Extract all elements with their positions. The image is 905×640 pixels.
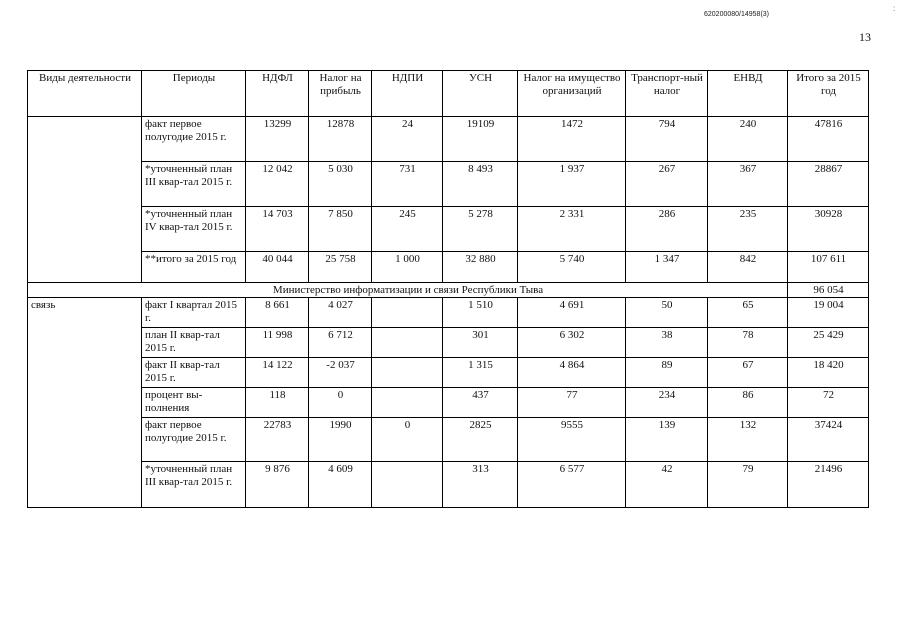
envd-cell: 78 [708,328,788,358]
table-row [28,358,869,388]
ndpi-cell [372,462,443,508]
ndfl-cell: 118 [246,388,309,418]
table-row [28,418,869,462]
period-cell: *уточненный план III квар-тал 2015 г. [142,462,246,508]
transport-tax-cell: 286 [626,207,708,252]
header-ndpi: НДПИ [372,71,443,117]
header-envd: ЕНВД [708,71,788,117]
total-cell: 37424 [788,418,869,462]
property-tax-cell: 6 577 [518,462,626,508]
envd-cell: 235 [708,207,788,252]
property-tax-cell: 2 331 [518,207,626,252]
total-cell: 107 611 [788,252,869,283]
profit-tax-cell: 4 609 [309,462,372,508]
ministry-name: Министерство информатизации и связи Республики Тыва [28,283,788,298]
table-row [28,252,869,283]
table-row [28,328,869,358]
ndpi-cell: 1 000 [372,252,443,283]
usn-cell: 313 [443,462,518,508]
period-cell: *уточненный план III квар-тал 2015 г. [142,162,246,207]
ndpi-cell [372,298,443,328]
property-tax-cell: 1 937 [518,162,626,207]
tax-table [27,70,869,508]
usn-cell: 19109 [443,117,518,162]
transport-tax-cell: 234 [626,388,708,418]
transport-tax-cell: 267 [626,162,708,207]
transport-tax-cell: 38 [626,328,708,358]
profit-tax-cell: 7 850 [309,207,372,252]
ndpi-cell: 731 [372,162,443,207]
table-row [28,462,869,508]
period-cell: **итого за 2015 год [142,252,246,283]
header-row [28,71,869,117]
property-tax-cell: 9555 [518,418,626,462]
table-row [28,162,869,207]
transport-tax-cell: 89 [626,358,708,388]
ndfl-cell: 12 042 [246,162,309,207]
header-profit-tax: Налог на прибыль [309,71,372,117]
period-cell: факт II квар-тал 2015 г. [142,358,246,388]
ndpi-cell: 245 [372,207,443,252]
table-row [28,388,869,418]
header-total: Итого за 2015 год [788,71,869,117]
header-property-tax: Налог на имущество организаций [518,71,626,117]
usn-cell: 437 [443,388,518,418]
envd-cell: 240 [708,117,788,162]
total-cell: 30928 [788,207,869,252]
envd-cell: 65 [708,298,788,328]
usn-cell: 32 880 [443,252,518,283]
table-row [28,117,869,162]
period-cell: *уточненный план IV квар-тал 2015 г. [142,207,246,252]
property-tax-cell: 4 864 [518,358,626,388]
profit-tax-cell: -2 037 [309,358,372,388]
transport-tax-cell: 794 [626,117,708,162]
profit-tax-cell: 6 712 [309,328,372,358]
total-cell: 21496 [788,462,869,508]
transport-tax-cell: 50 [626,298,708,328]
period-cell: процент вы-полнения [142,388,246,418]
activity-cell [28,117,142,283]
usn-cell: 8 493 [443,162,518,207]
total-cell: 25 429 [788,328,869,358]
profit-tax-cell: 25 758 [309,252,372,283]
ndpi-cell [372,388,443,418]
property-tax-cell: 5 740 [518,252,626,283]
profit-tax-cell: 4 027 [309,298,372,328]
ndpi-cell [372,328,443,358]
envd-cell: 79 [708,462,788,508]
ministry-row [28,283,869,298]
envd-cell: 132 [708,418,788,462]
header-transport-tax: Транспорт-ный налог [626,71,708,117]
period-cell: факт первое полугодие 2015 г. [142,117,246,162]
ndpi-cell: 0 [372,418,443,462]
envd-cell: 842 [708,252,788,283]
envd-cell: 67 [708,358,788,388]
header-usn: УСН [443,71,518,117]
usn-cell: 1 315 [443,358,518,388]
ndfl-cell: 40 044 [246,252,309,283]
ministry-total: 96 054 [788,283,869,298]
header-period: Периоды [142,71,246,117]
ndpi-cell: 24 [372,117,443,162]
envd-cell: 367 [708,162,788,207]
transport-tax-cell: 1 347 [626,252,708,283]
profit-tax-cell: 1990 [309,418,372,462]
ndpi-cell [372,358,443,388]
total-cell: 47816 [788,117,869,162]
ndfl-cell: 11 998 [246,328,309,358]
transport-tax-cell: 42 [626,462,708,508]
ndfl-cell: 14 122 [246,358,309,388]
table-row [28,298,869,328]
page-number: 13 [859,30,871,44]
total-cell: 19 004 [788,298,869,328]
ndfl-cell: 9 876 [246,462,309,508]
usn-cell: 5 278 [443,207,518,252]
property-tax-cell: 77 [518,388,626,418]
corner-mark: : [893,4,896,13]
period-cell: факт I квартал 2015 г. [142,298,246,328]
header-ndfl: НДФЛ [246,71,309,117]
period-cell: факт первое полугодие 2015 г. [142,418,246,462]
ndfl-cell: 14 703 [246,207,309,252]
ndfl-cell: 13299 [246,117,309,162]
profit-tax-cell: 0 [309,388,372,418]
property-tax-cell: 1472 [518,117,626,162]
period-cell: план II квар-тал 2015 г. [142,328,246,358]
activity-cell: связь [28,298,142,508]
total-cell: 18 420 [788,358,869,388]
usn-cell: 1 510 [443,298,518,328]
total-cell: 28867 [788,162,869,207]
envd-cell: 86 [708,388,788,418]
document-number: 620200080/14958(3) [704,11,770,18]
ndfl-cell: 22783 [246,418,309,462]
profit-tax-cell: 12878 [309,117,372,162]
usn-cell: 301 [443,328,518,358]
ndfl-cell: 8 661 [246,298,309,328]
header-activity: Виды деятельности [28,71,142,117]
table-row [28,207,869,252]
total-cell: 72 [788,388,869,418]
transport-tax-cell: 139 [626,418,708,462]
property-tax-cell: 4 691 [518,298,626,328]
usn-cell: 2825 [443,418,518,462]
property-tax-cell: 6 302 [518,328,626,358]
profit-tax-cell: 5 030 [309,162,372,207]
